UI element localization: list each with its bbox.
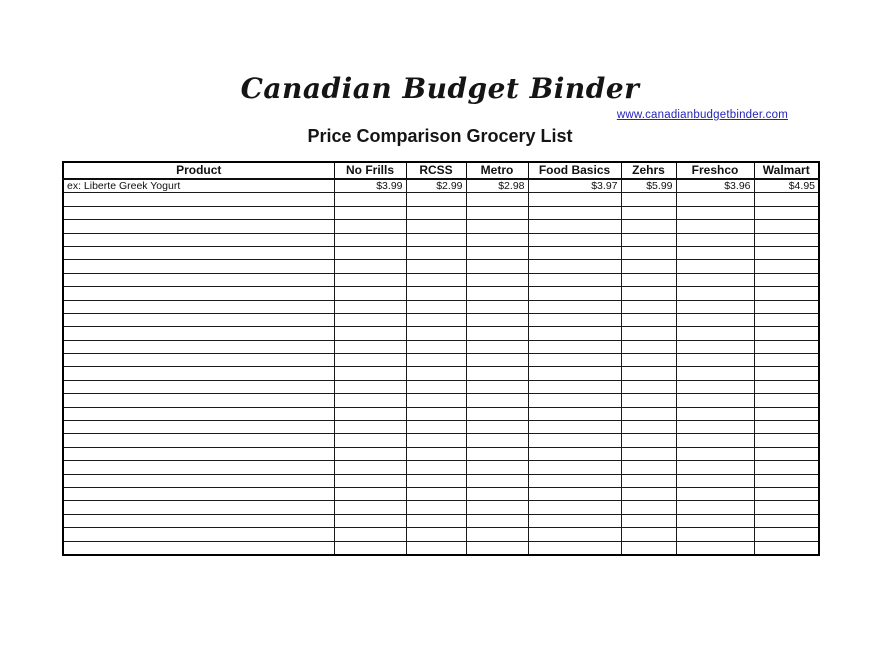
empty-price-cell: [676, 206, 754, 219]
empty-price-cell: [754, 354, 819, 367]
empty-price-cell: [754, 206, 819, 219]
empty-price-cell: [406, 447, 466, 460]
empty-price-cell: [621, 273, 676, 286]
empty-row: [63, 487, 819, 500]
empty-price-cell: [334, 407, 406, 420]
empty-price-cell: [676, 313, 754, 326]
empty-product-cell: [63, 220, 334, 233]
empty-price-cell: [676, 447, 754, 460]
empty-price-cell: [754, 327, 819, 340]
empty-product-cell: [63, 541, 334, 555]
empty-price-cell: [466, 447, 528, 460]
column-header-freshco: Freshco: [676, 162, 754, 179]
empty-price-cell: [334, 327, 406, 340]
empty-price-cell: [528, 260, 621, 273]
empty-price-cell: [754, 434, 819, 447]
empty-row: [63, 206, 819, 219]
empty-price-cell: [334, 340, 406, 353]
empty-row: [63, 273, 819, 286]
empty-price-cell: [676, 260, 754, 273]
empty-product-cell: [63, 273, 334, 286]
empty-product-cell: [63, 421, 334, 434]
empty-price-cell: [528, 528, 621, 541]
empty-row: [63, 300, 819, 313]
empty-price-cell: [676, 300, 754, 313]
empty-price-cell: [754, 541, 819, 555]
empty-price-cell: [466, 380, 528, 393]
empty-price-cell: [754, 487, 819, 500]
empty-price-cell: [466, 220, 528, 233]
empty-row: [63, 421, 819, 434]
empty-price-cell: [528, 300, 621, 313]
empty-row: [63, 327, 819, 340]
empty-price-cell: [676, 220, 754, 233]
empty-price-cell: [406, 380, 466, 393]
empty-row: [63, 380, 819, 393]
empty-price-cell: [754, 514, 819, 527]
empty-price-cell: [334, 421, 406, 434]
empty-price-cell: [334, 206, 406, 219]
empty-price-cell: [406, 287, 466, 300]
empty-price-cell: [334, 380, 406, 393]
empty-price-cell: [528, 541, 621, 555]
example-row: [63, 179, 819, 193]
empty-product-cell: [63, 287, 334, 300]
example-price-cell-walmart: $4.95: [754, 179, 819, 193]
empty-row: [63, 461, 819, 474]
empty-price-cell: [528, 407, 621, 420]
empty-price-cell: [754, 407, 819, 420]
empty-price-cell: [334, 434, 406, 447]
empty-price-cell: [754, 461, 819, 474]
empty-price-cell: [676, 528, 754, 541]
empty-product-cell: [63, 340, 334, 353]
empty-price-cell: [621, 327, 676, 340]
empty-price-cell: [676, 273, 754, 286]
empty-price-cell: [676, 514, 754, 527]
empty-row: [63, 260, 819, 273]
empty-price-cell: [406, 300, 466, 313]
empty-price-cell: [621, 354, 676, 367]
empty-price-cell: [466, 300, 528, 313]
empty-price-cell: [621, 487, 676, 500]
empty-price-cell: [334, 501, 406, 514]
empty-price-cell: [466, 273, 528, 286]
empty-price-cell: [621, 474, 676, 487]
empty-price-cell: [528, 474, 621, 487]
empty-price-cell: [528, 354, 621, 367]
page-title: Canadian Budget Binder: [240, 72, 640, 105]
table-body: [63, 179, 819, 555]
empty-price-cell: [528, 220, 621, 233]
empty-product-cell: [63, 501, 334, 514]
empty-price-cell: [621, 340, 676, 353]
empty-row: [63, 193, 819, 206]
empty-price-cell: [466, 193, 528, 206]
empty-price-cell: [676, 380, 754, 393]
empty-price-cell: [676, 193, 754, 206]
empty-price-cell: [466, 327, 528, 340]
example-price-cell-food-basics: $3.97: [528, 179, 621, 193]
empty-price-cell: [406, 487, 466, 500]
empty-price-cell: [676, 407, 754, 420]
empty-price-cell: [621, 501, 676, 514]
empty-price-cell: [466, 461, 528, 474]
empty-price-cell: [621, 260, 676, 273]
empty-price-cell: [621, 528, 676, 541]
empty-price-cell: [621, 447, 676, 460]
empty-price-cell: [676, 233, 754, 246]
empty-price-cell: [754, 421, 819, 434]
empty-price-cell: [334, 461, 406, 474]
empty-price-cell: [466, 354, 528, 367]
empty-price-cell: [334, 541, 406, 555]
empty-price-cell: [466, 394, 528, 407]
empty-product-cell: [63, 233, 334, 246]
empty-price-cell: [466, 501, 528, 514]
example-price-cell-metro: $2.98: [466, 179, 528, 193]
empty-price-cell: [466, 313, 528, 326]
empty-row: [63, 541, 819, 555]
empty-price-cell: [334, 260, 406, 273]
empty-price-cell: [754, 246, 819, 259]
empty-price-cell: [406, 474, 466, 487]
empty-row: [63, 313, 819, 326]
empty-product-cell: [63, 367, 334, 380]
empty-product-cell: [63, 461, 334, 474]
empty-row: [63, 220, 819, 233]
empty-price-cell: [528, 514, 621, 527]
empty-price-cell: [754, 273, 819, 286]
empty-product-cell: [63, 528, 334, 541]
empty-price-cell: [528, 206, 621, 219]
empty-price-cell: [621, 313, 676, 326]
empty-price-cell: [528, 461, 621, 474]
empty-price-cell: [676, 421, 754, 434]
empty-price-cell: [676, 287, 754, 300]
empty-price-cell: [466, 260, 528, 273]
empty-price-cell: [406, 273, 466, 286]
column-header-food-basics: Food Basics: [528, 162, 621, 179]
empty-price-cell: [676, 340, 754, 353]
empty-price-cell: [754, 233, 819, 246]
empty-price-cell: [334, 447, 406, 460]
empty-price-cell: [466, 246, 528, 259]
empty-product-cell: [63, 193, 334, 206]
column-header-rcss: RCSS: [406, 162, 466, 179]
empty-product-cell: [63, 394, 334, 407]
empty-price-cell: [528, 501, 621, 514]
empty-price-cell: [334, 273, 406, 286]
empty-price-cell: [528, 434, 621, 447]
empty-price-cell: [754, 193, 819, 206]
empty-price-cell: [528, 327, 621, 340]
empty-price-cell: [406, 313, 466, 326]
empty-price-cell: [466, 487, 528, 500]
empty-price-cell: [621, 514, 676, 527]
column-header-no-frills: No Frills: [334, 162, 406, 179]
empty-price-cell: [334, 300, 406, 313]
empty-price-cell: [466, 434, 528, 447]
empty-row: [63, 434, 819, 447]
empty-price-cell: [754, 528, 819, 541]
empty-price-cell: [334, 474, 406, 487]
column-header-zehrs: Zehrs: [621, 162, 676, 179]
empty-price-cell: [676, 474, 754, 487]
empty-price-cell: [334, 287, 406, 300]
empty-price-cell: [621, 287, 676, 300]
empty-product-cell: [63, 447, 334, 460]
empty-price-cell: [621, 220, 676, 233]
empty-price-cell: [334, 367, 406, 380]
empty-price-cell: [334, 514, 406, 527]
empty-product-cell: [63, 514, 334, 527]
empty-price-cell: [406, 327, 466, 340]
empty-price-cell: [528, 340, 621, 353]
empty-price-cell: [406, 354, 466, 367]
empty-row: [63, 246, 819, 259]
empty-product-cell: [63, 327, 334, 340]
empty-price-cell: [621, 300, 676, 313]
empty-price-cell: [334, 246, 406, 259]
empty-price-cell: [528, 367, 621, 380]
empty-row: [63, 340, 819, 353]
empty-price-cell: [406, 206, 466, 219]
empty-price-cell: [754, 474, 819, 487]
empty-price-cell: [676, 246, 754, 259]
empty-price-cell: [528, 313, 621, 326]
empty-price-cell: [621, 407, 676, 420]
empty-price-cell: [528, 487, 621, 500]
empty-price-cell: [621, 246, 676, 259]
header-row: [63, 162, 819, 179]
empty-price-cell: [676, 461, 754, 474]
empty-price-cell: [528, 193, 621, 206]
empty-row: [63, 501, 819, 514]
empty-row: [63, 528, 819, 541]
empty-product-cell: [63, 434, 334, 447]
column-header-product: Product: [63, 162, 334, 179]
empty-price-cell: [621, 394, 676, 407]
table-header: [63, 162, 819, 179]
empty-price-cell: [621, 421, 676, 434]
empty-price-cell: [466, 541, 528, 555]
empty-price-cell: [334, 394, 406, 407]
empty-product-cell: [63, 487, 334, 500]
empty-price-cell: [466, 287, 528, 300]
empty-product-cell: [63, 313, 334, 326]
empty-price-cell: [406, 541, 466, 555]
empty-price-cell: [754, 447, 819, 460]
empty-row: [63, 407, 819, 420]
empty-price-cell: [466, 367, 528, 380]
price-comparison-table: [62, 161, 820, 556]
column-header-metro: Metro: [466, 162, 528, 179]
empty-price-cell: [406, 340, 466, 353]
empty-product-cell: [63, 474, 334, 487]
empty-price-cell: [676, 487, 754, 500]
empty-price-cell: [528, 246, 621, 259]
empty-price-cell: [528, 233, 621, 246]
empty-price-cell: [334, 528, 406, 541]
empty-price-cell: [676, 434, 754, 447]
column-header-walmart: Walmart: [754, 162, 819, 179]
empty-price-cell: [406, 501, 466, 514]
example-price-cell-rcss: $2.99: [406, 179, 466, 193]
empty-row: [63, 474, 819, 487]
empty-price-cell: [406, 528, 466, 541]
empty-price-cell: [754, 300, 819, 313]
empty-price-cell: [406, 434, 466, 447]
empty-price-cell: [466, 206, 528, 219]
empty-price-cell: [754, 287, 819, 300]
empty-price-cell: [621, 461, 676, 474]
empty-product-cell: [63, 354, 334, 367]
empty-price-cell: [754, 313, 819, 326]
empty-row: [63, 233, 819, 246]
empty-price-cell: [406, 193, 466, 206]
empty-row: [63, 447, 819, 460]
empty-price-cell: [334, 487, 406, 500]
empty-price-cell: [621, 541, 676, 555]
empty-price-cell: [754, 380, 819, 393]
empty-price-cell: [334, 354, 406, 367]
empty-price-cell: [528, 380, 621, 393]
empty-price-cell: [621, 193, 676, 206]
empty-price-cell: [621, 367, 676, 380]
empty-price-cell: [754, 367, 819, 380]
example-product-cell: ex: Liberte Greek Yogurt: [63, 179, 334, 193]
empty-price-cell: [676, 541, 754, 555]
example-price-cell-zehrs: $5.99: [621, 179, 676, 193]
empty-price-cell: [676, 354, 754, 367]
empty-price-cell: [621, 206, 676, 219]
empty-row: [63, 287, 819, 300]
empty-price-cell: [466, 421, 528, 434]
empty-price-cell: [466, 407, 528, 420]
example-price-cell-freshco: $3.96: [676, 179, 754, 193]
empty-product-cell: [63, 260, 334, 273]
empty-price-cell: [754, 340, 819, 353]
empty-price-cell: [406, 394, 466, 407]
empty-price-cell: [621, 434, 676, 447]
empty-price-cell: [676, 394, 754, 407]
empty-product-cell: [63, 380, 334, 393]
empty-price-cell: [406, 367, 466, 380]
empty-product-cell: [63, 300, 334, 313]
document-subtitle: Price Comparison Grocery List: [307, 126, 573, 146]
empty-product-cell: [63, 407, 334, 420]
empty-price-cell: [528, 273, 621, 286]
empty-row: [63, 354, 819, 367]
empty-price-cell: [754, 394, 819, 407]
empty-row: [63, 367, 819, 380]
empty-price-cell: [406, 461, 466, 474]
empty-price-cell: [406, 421, 466, 434]
empty-product-cell: [63, 206, 334, 219]
empty-price-cell: [406, 260, 466, 273]
empty-price-cell: [676, 327, 754, 340]
empty-price-cell: [528, 447, 621, 460]
empty-price-cell: [466, 474, 528, 487]
empty-price-cell: [406, 220, 466, 233]
empty-price-cell: [406, 407, 466, 420]
empty-price-cell: [621, 233, 676, 246]
example-price-cell-no-frills: $3.99: [334, 179, 406, 193]
empty-price-cell: [406, 233, 466, 246]
empty-price-cell: [466, 340, 528, 353]
empty-row: [63, 514, 819, 527]
empty-price-cell: [621, 380, 676, 393]
website-link[interactable]: www.canadianbudgetbinder.com: [616, 109, 788, 121]
empty-price-cell: [754, 501, 819, 514]
empty-price-cell: [676, 367, 754, 380]
empty-price-cell: [334, 193, 406, 206]
empty-price-cell: [754, 260, 819, 273]
empty-price-cell: [528, 421, 621, 434]
empty-price-cell: [334, 220, 406, 233]
empty-price-cell: [466, 233, 528, 246]
empty-price-cell: [334, 233, 406, 246]
empty-price-cell: [676, 501, 754, 514]
empty-price-cell: [528, 287, 621, 300]
empty-price-cell: [406, 514, 466, 527]
empty-price-cell: [754, 220, 819, 233]
empty-row: [63, 394, 819, 407]
empty-product-cell: [63, 246, 334, 259]
empty-price-cell: [334, 313, 406, 326]
empty-price-cell: [528, 394, 621, 407]
empty-price-cell: [466, 528, 528, 541]
empty-price-cell: [406, 246, 466, 259]
empty-price-cell: [466, 514, 528, 527]
